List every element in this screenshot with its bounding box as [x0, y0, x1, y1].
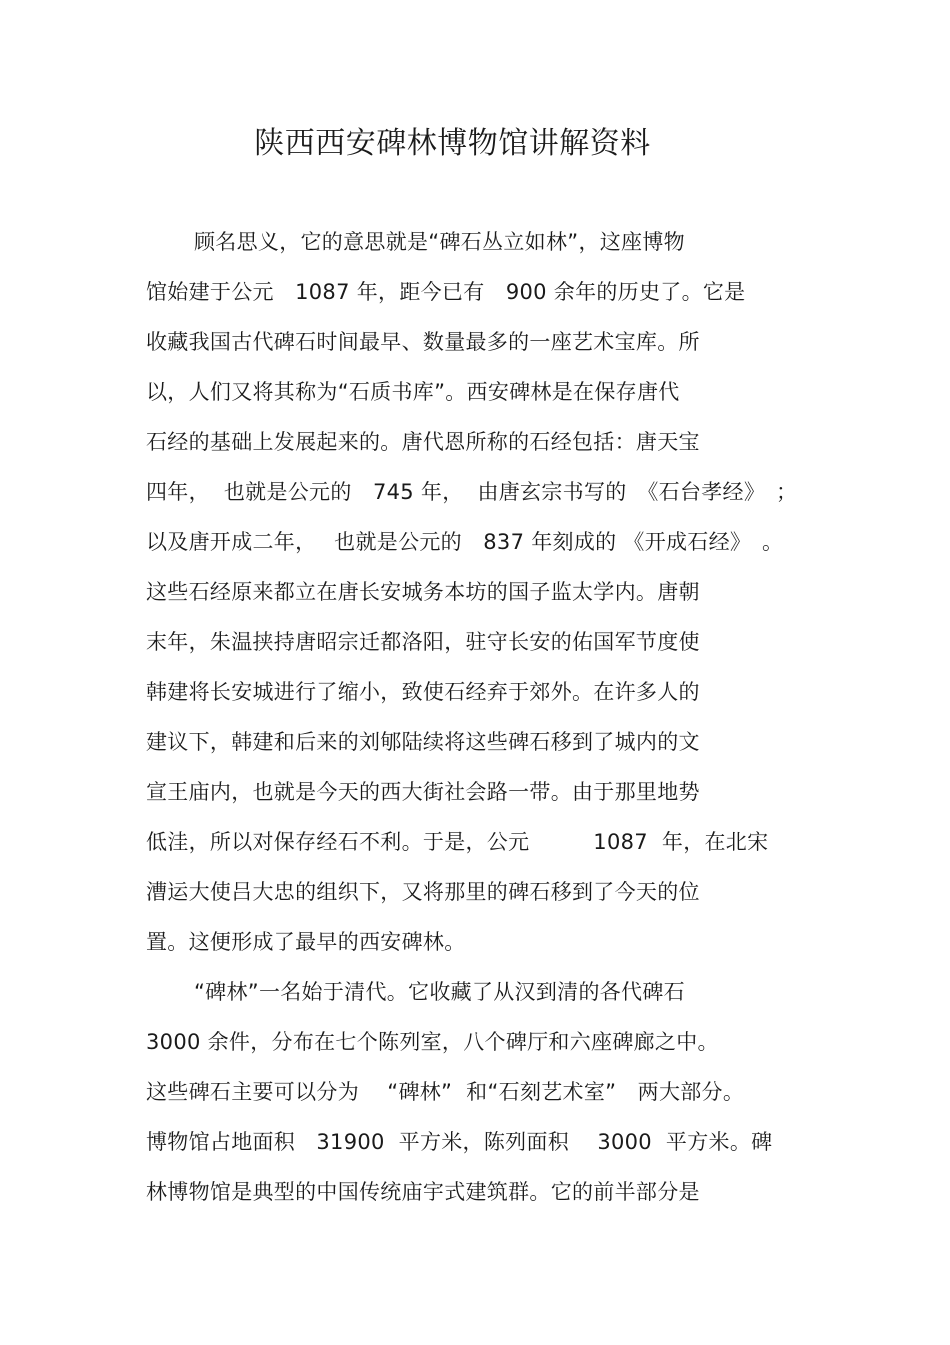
paragraph-line: 建议下，韩建和后来的刘郇陆续将这些碑石移到了城内的文	[146, 730, 700, 754]
document-body	[146, 222, 826, 1222]
paragraph-line: 这些石经原来都立在唐长安城务本坊的国子监太学内。唐朝	[146, 580, 700, 604]
paragraph-line: 石经的基础上发展起来的。唐代恩所称的石经包括：唐天宝	[146, 430, 700, 454]
paragraph-line: 漕运大使吕大忠的组织下，又将那里的碑石移到了今天的位	[146, 880, 700, 904]
paragraph-line: 末年，朱温挟持唐昭宗迁都洛阳，驻守长安的佑国军节度使	[146, 630, 700, 654]
paragraph-line: 以及唐开成二年， 也就是公元的 837 年刻成的 《开成石经》 。	[146, 530, 784, 554]
paragraph-line: 四年， 也就是公元的 745 年， 由唐玄宗书写的 《石台孝经》 ；	[146, 480, 798, 504]
document-title: 陕西西安碑林博物馆讲解资料	[254, 126, 651, 161]
paragraph-line: 宣王庙内，也就是今天的西大街社会路一带。由于那里地势	[146, 780, 700, 804]
paragraph-line: 顾名思义，它的意思就是“碑石丛立如林”，这座博物	[194, 230, 685, 254]
paragraph-line: 低洼，所以对保存经石不利。于是，公元 1087 年，在北宋	[146, 830, 769, 854]
paragraph-line: 林博物馆是典型的中国传统庙宇式建筑群。它的前半部分是	[146, 1180, 700, 1204]
paragraph-line: 这些碑石主要可以分为 “碑林” 和“石刻艺术室” 两大部分。	[146, 1080, 745, 1104]
paragraph-line: 韩建将长安城进行了缩小，致使石经弃于郊外。在许多人的	[146, 680, 700, 704]
paragraph-line: 博物馆占地面积 31900 平方米，陈列面积 3000 平方米。碑	[146, 1130, 773, 1154]
paragraph-line: 以，人们又将其称为“石质书库”。西安碑林是在保存唐代	[146, 380, 680, 404]
paragraph-line: 收藏我国古代碑石时间最早、数量最多的一座艺术宝库。所	[146, 330, 700, 354]
paragraph-line: 置。这便形成了最早的西安碑林。	[146, 930, 466, 954]
paragraph-line: 馆始建于公元 1087 年，距今已有 900 余年的历史了。它是	[146, 280, 746, 304]
paragraph-line: 3000 余件，分布在七个陈列室，八个碑厅和六座碑廊之中。	[146, 1030, 719, 1054]
paragraph-line: “碑林”一名始于清代。它收藏了从汉到清的各代碑石	[194, 980, 685, 1004]
